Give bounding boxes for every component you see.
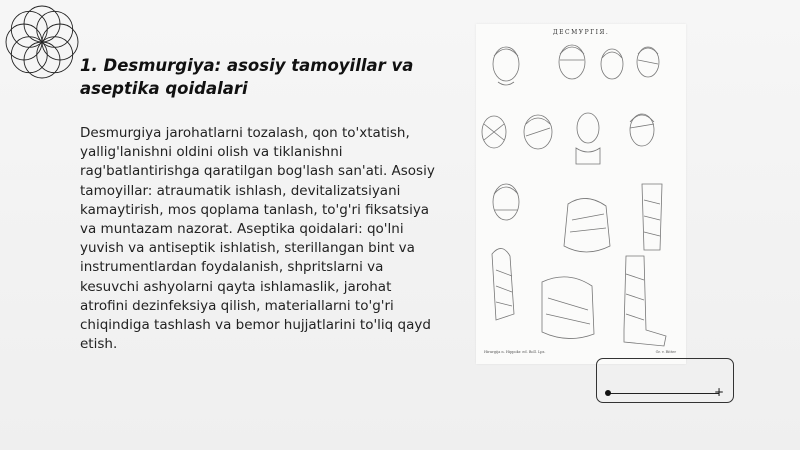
- slide-title: 1. Desmurgiya: asosiy tamoyillar va aseptika qoidalari: [80, 56, 414, 98]
- plus-icon[interactable]: +: [714, 385, 725, 399]
- slide-body-text: Desmurgiya jarohatlarni tozalash, qon to'xtatish, yallig'lanishni oldini olish va tiklanishni rag'batlantirishga qaratilgan bog'lash san'ati. Asosiy tamoyillar: atraumatik ishlash, devitalizatsiyani kamaytirish, mos qoplama tanlash, to'g'ri fiksatsiya va muntazam nazorat. Aseptika qoidalari: qo'lni yuvish va antiseptik ishlatish, sterillangan bint va instrumentlardan foydalanish, shpritslarni va kesuvchi ashyolarni qayta ishlamaslik, jarohat atrofini dezinfeksiya qilish, materiallarni to'g'ri chiqindiga tashlash va bemor hujjatlarini to'liq qayd etish.: [80, 125, 435, 353]
- figure-caption-left: Hirurgija n. Hippokr. ed. Boll. Lpz.: [484, 350, 546, 354]
- rosette-decoration-icon: [4, 4, 80, 80]
- slider-control[interactable]: [596, 358, 734, 403]
- slider-track[interactable]: [607, 393, 719, 394]
- figure-header: ДЕСМУРГIЯ.: [552, 29, 610, 36]
- desmurgy-illustration: [476, 24, 686, 364]
- slider-dot-icon[interactable]: [605, 390, 611, 396]
- bandage-drawings-icon: [476, 24, 686, 364]
- figure-caption-right: Gr. v. Ritter: [655, 350, 676, 354]
